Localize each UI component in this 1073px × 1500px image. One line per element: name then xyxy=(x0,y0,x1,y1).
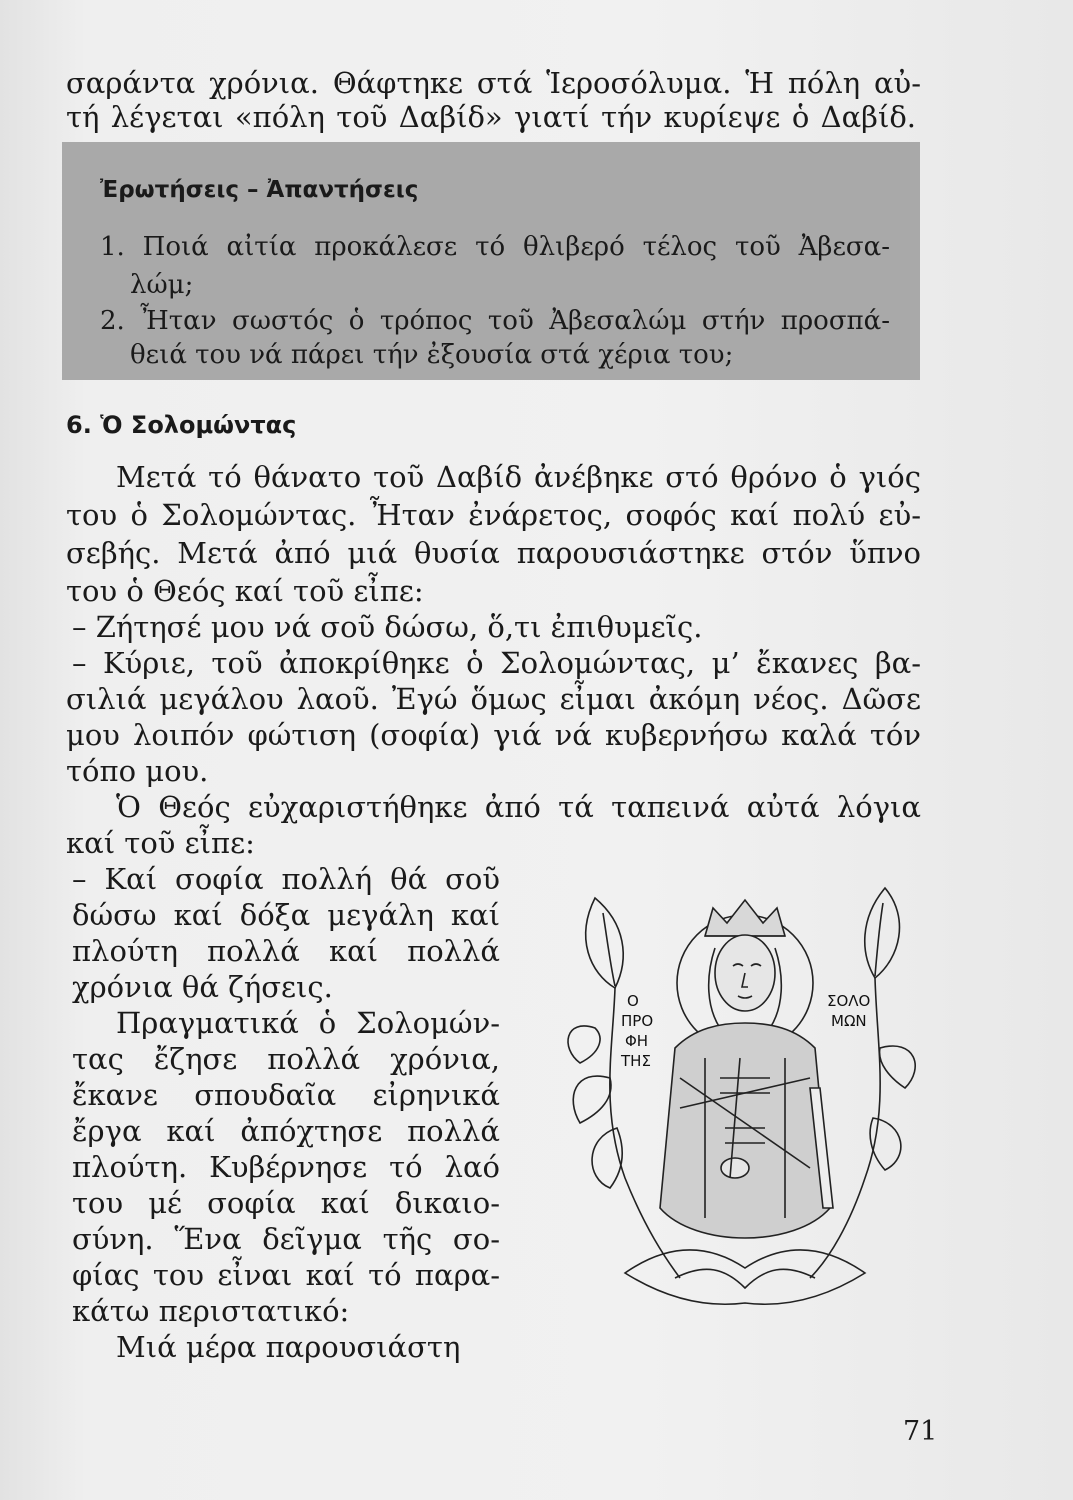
paragraph-line: ἔργα καί ἀπόχτησε πολλά xyxy=(72,1114,500,1148)
dialogue-line: – Ζήτησέ μου νά σοῦ δώσω, ὅ,τι ἐπιθυμεῖς. xyxy=(72,610,703,644)
paragraph-line: σαράντα χρόνια. Θάφτηκε στά Ἱεροσόλυμα. Ἡ πόλη αὐ- xyxy=(66,66,921,100)
inscription-left: ΦΗ xyxy=(625,1032,649,1050)
paragraph-line: καί τοῦ εἶπε: xyxy=(66,826,255,860)
paragraph-line: σεβής. Μετά ἀπό μιά θυσία παρουσιάστηκε στόν ὕπνο xyxy=(66,536,921,570)
paragraph-line: του μέ σοφία καί δικαιο- xyxy=(72,1186,500,1220)
solomon-icon-illustration xyxy=(555,878,935,1328)
paragraph-line: σιλιά μεγάλου λαοῦ. Ἐγώ ὅμως εἶμαι ἀκόμη νέος. Δῶσε xyxy=(66,682,921,716)
section-title: 6. Ὁ Σολομώντας xyxy=(66,411,297,439)
inscription-left: Ο xyxy=(627,992,639,1010)
paragraph-line: Μιά μέρα παρουσιάστη xyxy=(116,1330,461,1364)
question-1-line-2: λώμ; xyxy=(130,270,194,300)
icon-drawing xyxy=(555,878,935,1328)
inscription-right: ΜΩΝ xyxy=(831,1012,867,1030)
paragraph-line: μου λοιπόν φώτιση (σοφία) γιά νά κυβερνήσω καλά τόν xyxy=(66,718,921,752)
paragraph-line: φίας του εἶναι καί τό παρα- xyxy=(72,1258,500,1292)
paragraph-line: ἔκανε σπουδαῖα εἰρηνικά xyxy=(72,1078,500,1112)
paragraph-line: τή λέγεται «πόλη τοῦ Δαβίδ» γιατί τήν κυρίεψε ὁ Δαβίδ. xyxy=(66,100,916,134)
inscription-right: ΣΟΛΟ xyxy=(827,992,871,1010)
paragraph-line: του ὁ Σολομώντας. Ἦταν ἐνάρετος, σοφός καί πολύ εὐ- xyxy=(66,498,921,532)
paragraph-line: πλούτη πολλά καί πολλά xyxy=(72,934,500,968)
questions-title: Ἐρωτήσεις – Ἀπαντήσεις xyxy=(100,177,419,203)
paragraph-line: Ὁ Θεός εὐχαριστήθηκε ἀπό τά ταπεινά αὐτά λόγια xyxy=(116,790,921,824)
question-1-line-1: 1. Ποιά αἰτία προκάλεσε τό θλιβερό τέλος τοῦ Ἀβεσα- xyxy=(100,232,890,262)
dialogue-line: – Κύριε, τοῦ ἀποκρίθηκε ὁ Σολομώντας, μ’ ἔκανες βα- xyxy=(72,646,921,680)
paragraph-line: τας ἔζησε πολλά χρόνια, xyxy=(72,1042,500,1076)
question-2-line-1: 2. Ἦταν σωστός ὁ τρόπος τοῦ Ἀβεσαλώμ στήν προσπά- xyxy=(100,306,890,336)
paragraph-line: δώσω καί δόξα μεγάλη καί xyxy=(72,898,500,932)
paragraph-line: κάτω περιστατικό: xyxy=(72,1294,350,1328)
paragraph-line: τόπο μου. xyxy=(66,754,209,788)
paragraph-line: σύνη. Ἕνα δεῖγμα τῆς σο- xyxy=(72,1222,500,1256)
paragraph-line: χρόνια θά ζήσεις. xyxy=(72,970,333,1004)
inscription-left: ΤΗΣ xyxy=(621,1052,651,1070)
inscription-left: ΠΡΟ xyxy=(621,1012,654,1030)
paragraph-line: Μετά τό θάνατο τοῦ Δαβίδ ἀνέβηκε στό θρόνο ὁ γιός xyxy=(116,460,921,494)
question-2-line-2: θειά του νά πάρει τήν ἐξουσία στά χέρια του; xyxy=(130,340,734,370)
page-number: 71 xyxy=(903,1416,938,1447)
paragraph-line: πλούτη. Κυβέρνησε τό λαό xyxy=(72,1150,500,1184)
paragraph-line: Πραγματικά ὁ Σολομών- xyxy=(116,1006,500,1040)
paragraph-line: του ὁ Θεός καί τοῦ εἶπε: xyxy=(66,574,424,608)
dialogue-line: – Καί σοφία πολλή θά σοῦ xyxy=(72,862,500,896)
